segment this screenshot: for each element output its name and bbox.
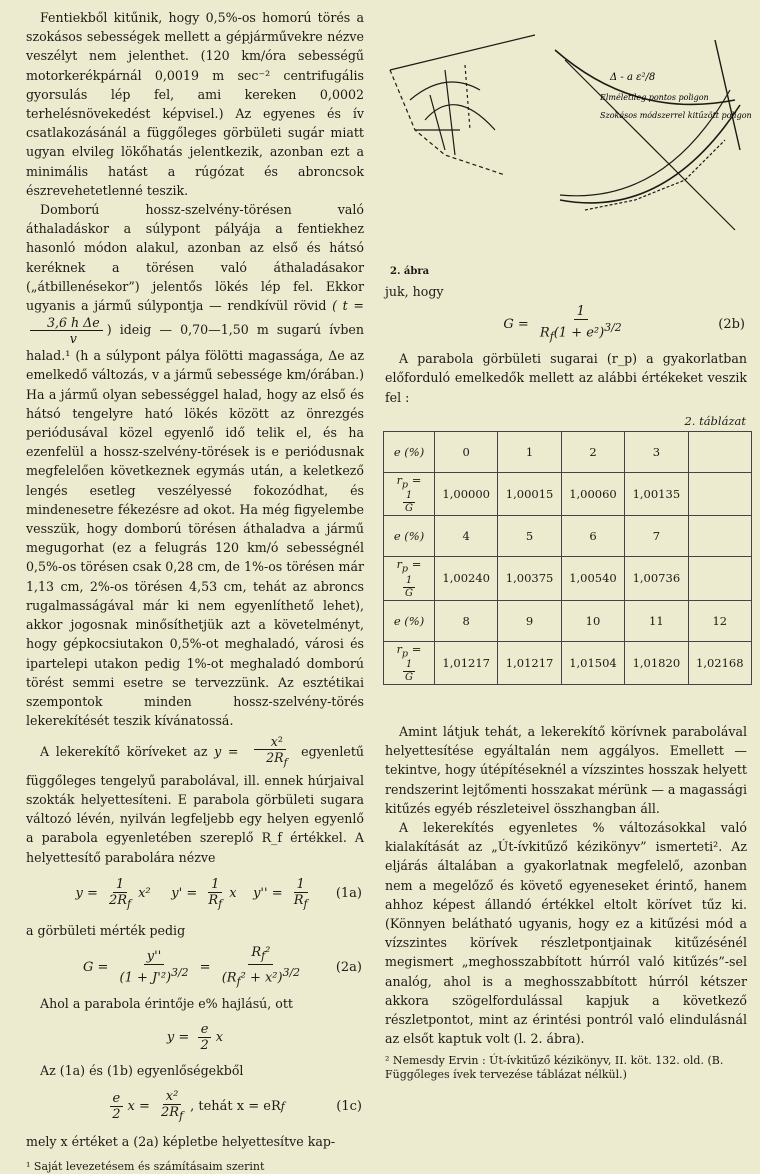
right-column-lower [385,722,747,1082]
table-caption: 2. táblázat [684,414,746,428]
table-cell: 8 [435,600,498,641]
paragraph: Amint látjuk tehát, a lekerekítő körívnek parabolával helyettesítése egyáltalán nem aggályos. Emellett — tekintve, hogy útépítéseknél a vízszintes hosszak helyett rendszerint lejtőmenti hosszakat mérünk — a magassági kitűzés egyéb részleteivel összhangban áll. [385,724,747,816]
table-row-e [384,432,752,473]
table-cell: 1,02168 [688,641,751,684]
legend-standard-polygon: Szokásos módszerrel kitűzött poligon [600,111,752,120]
paragraph: mely x értéket a (2a) képletbe helyettesítve kap- [26,1134,336,1150]
table-cell: 1,00540 [561,557,624,600]
table-header-e: e (%) [384,432,435,473]
table-cell: 1,01504 [561,641,624,684]
table-cell: 1 [498,432,561,473]
table-cell: 1,00015 [498,473,561,516]
paragraph: Az (1a) és (1b) egyenlőségekből [40,1063,244,1079]
table-cell: 6 [561,516,624,557]
table-cell: 1,01217 [435,641,498,684]
table-cell: 10 [561,600,624,641]
table-header-e: e (%) [384,600,435,641]
footnote: ² Nemesdy Ervin : Út-ívkitűző kézikönyv, II. köt. 132. old. (B. Függőleges ívek tervezése táblázat nélkül.) [385,1054,724,1082]
table-cell: 9 [498,600,561,641]
table-cell: 1,00375 [498,557,561,600]
figure-label: 2. ábra [390,266,430,277]
paragraph: A parabola görbületi sugarai (r_p) a gyakorlatban előforduló emelkedők mellett az alábbi értékeket veszik fel : [385,351,747,405]
table-cell [688,432,751,473]
equation-1c: $\frac{e}{2}$ x = $\frac{\text{x²}}{2R_f}$ , tehát x = eR f (1c) [26,1084,364,1128]
table-cell [688,516,751,557]
table-header-rp: $r_p$ = $\frac{1}{G}$ [384,641,435,684]
table-row-rp [384,473,752,516]
table-cell: 1,00135 [625,473,688,516]
table-cell: 3 [625,432,688,473]
table-cell: 1,00240 [435,557,498,600]
table-cell: 4 [435,516,498,557]
equation-number: (1c) [336,1098,362,1114]
paragraph: Domború hossz-szelvény-törésen való áthaladáskor a súlypont pályája a fentiekhez hasonló módon alakul, azonban az első és hátsó keréknek a törésen való áthaladásakor („átbillenésekor”) jelentős lökés lép fel. Ekkor ugyanis a jármű súlypontja — rendkívül rövid ( t = $\frac{\text{3,6 h Δe}}{v}$ ) ideig — 0,70—1,50 m sugarú ívben halad.¹ (h a súlypont pálya fölötti magassága, Δe az emelkedő változás, v a jármű sebessége km/órában.) Ha a jármű olyan sebességgel halad, hogy az első és hátsó tengelyre ható lökés között az önrezgés periódusával közel egyenlő idő telik el, és ha ezenfelül a hossz-szelvény-törések is e periódusnak megfelelően következnek egymás után, a keletkező lengés esetleg veszélyessé fokozódhat, és mindenesetre fékezésre ad okot. Ha még figyelembe vesszük, hogy domború törésen áthaladva a jármű megugorhat (ez a felugrás 120 km/ó sebességnél 0,5%-os törésen csak 0,28 cm, de 1%-os törésen már 1,13 cm, 2%-os törésen 4,53 cm, tehát az abroncs rugalmasságával már ki nem egyenlíthető lehet), akkor jogosnak minősíthetjük azt a követelményt, hogy gépkocsiutakon 0,5%-ot meghaladó, városi és ipartelepi utakon pedig 1%-ot meghaladó domború törést semmi esetre se tervezzünk. Az esztétikai szempontok minden hossz-szelvény-törés lekerekítését teszik kívánatossá. [26,202,364,729]
equation-1a: y = $\frac{1}{2R_f}$ x ² y' = $\frac{1}{R_f}$ x y'' = $\frac{1}{R_f}$ (1a) [75,876,362,911]
delta-label: Δ - a ε²/8 [610,72,656,83]
table-cell: 12 [688,600,751,641]
paragraph: A lekerekítő köríveket az y = $\frac{\text{x²}}{2R_f}$ egyenletű függőleges tengelyű parabolával, ill. ennek húrjaival szokták helyettesíteni. E parabola görbületi sugara változó lévén, nyilván legfeljebb egy helyen egyenlő a parabola egyenletében szereplő R_f értékkel. A helyettesítő parabolára nézve [26,734,365,865]
paragraph: a görbületi mérték pedig [26,922,186,938]
table-cell: 0 [435,432,498,473]
time-formula: $\frac{\text{3,6 h Δe}}{v}$ [30,315,103,346]
figure-2-diagram [385,30,755,280]
table-cell: 2 [561,432,624,473]
paragraph: Ahol a parabola érintője e% hajlású, ott [40,996,293,1012]
table-cell: 1,00060 [561,473,624,516]
equation-number: (2b) [718,316,745,332]
right-column [385,282,747,407]
table-row-rp [384,557,752,600]
paragraph: Fentiekből kitűnik, hogy 0,5%-os homorú törés a szokásos sebességek mellett a gépjárművekre nézve veszélyt nem jelenthet. (120 km/óra sebességű motorkerékpárnál 0,0019 m sec⁻² centrifugális gyorsulás lép fel, ami kereken 0,0002 terhelésnövekedést képvisel.) Az egyenes és ív csatlakozásánál a függőleges görbületi sugár miatt ugyan elvileg lökőhatás jelentkezik, azonban ezt a minimális hatást a rúgózat és abroncsok észrevehetetlenné teszik. [26,10,364,198]
footnote: ¹ Saját levezetésem és számításaim szerint [26,1159,265,1173]
equation-2b: G = $\frac{1}{R_f(1 + e^2)^{3/2}}$ (2b) [503,304,745,344]
paragraph: juk, hogy [385,284,444,299]
table-2 [383,431,752,685]
table-row-e [384,516,752,557]
table-header-rp: $r_p$ = $\frac{1}{G}$ [384,473,435,516]
table-header-e: e (%) [384,516,435,557]
legend-exact-polygon: Elméletileg pontos poligon [600,93,709,102]
left-column [26,8,364,1174]
equation-number: (1a) [335,886,362,902]
table-row-e [384,600,752,641]
table-cell: 1,01217 [498,641,561,684]
table-cell: 1,00000 [435,473,498,516]
table-cell [688,473,751,516]
table-row-rp [384,641,752,684]
table-cell: 1,01820 [625,641,688,684]
table-cell: 1,00736 [625,557,688,600]
table-cell: 7 [625,516,688,557]
equation-number: (2a) [335,959,362,975]
equation-1b: y = $\frac{e}{2}$ x [166,1021,224,1053]
paragraph: A lekerekítés egyenletes % változásokkal való kialakítását az „Út-ívkitűző kézikönyv” ismerteti². Az eljárás általában a gyakorlatnak megfelelő, azonban nem a megelőző és követő egyeneseket érintő, hanem ahhoz képest állandó értékkel eltolt körívet tűz ki. (Könnyen belátható ugyanis, hogy ez a kitűzési mód a vízszintes körívek részletpontjainak kitűzésénél megismert „meghosszabbított húrról való kitűzés”-sel analóg, ahol is a meghosszabbított húrról kétszer akkora szögelfordulással kapjuk a következő részletpontot, mint az érintési pontról való elindulásnál az elsőt kaptuk volt (l. 2. ábra). [385,820,747,1047]
table-header-rp: $r_p$ = $\frac{1}{G}$ [384,557,435,600]
table-cell [688,557,751,600]
table-cell: 11 [625,600,688,641]
equation-2a: G = $\frac{y''}{(1 + J'^2)^{3/2}}$ = $\frac{R_f^2}{(R_f^2 + x^2)^{3/2}}$ (2a) [82,945,362,988]
table-cell: 5 [498,516,561,557]
